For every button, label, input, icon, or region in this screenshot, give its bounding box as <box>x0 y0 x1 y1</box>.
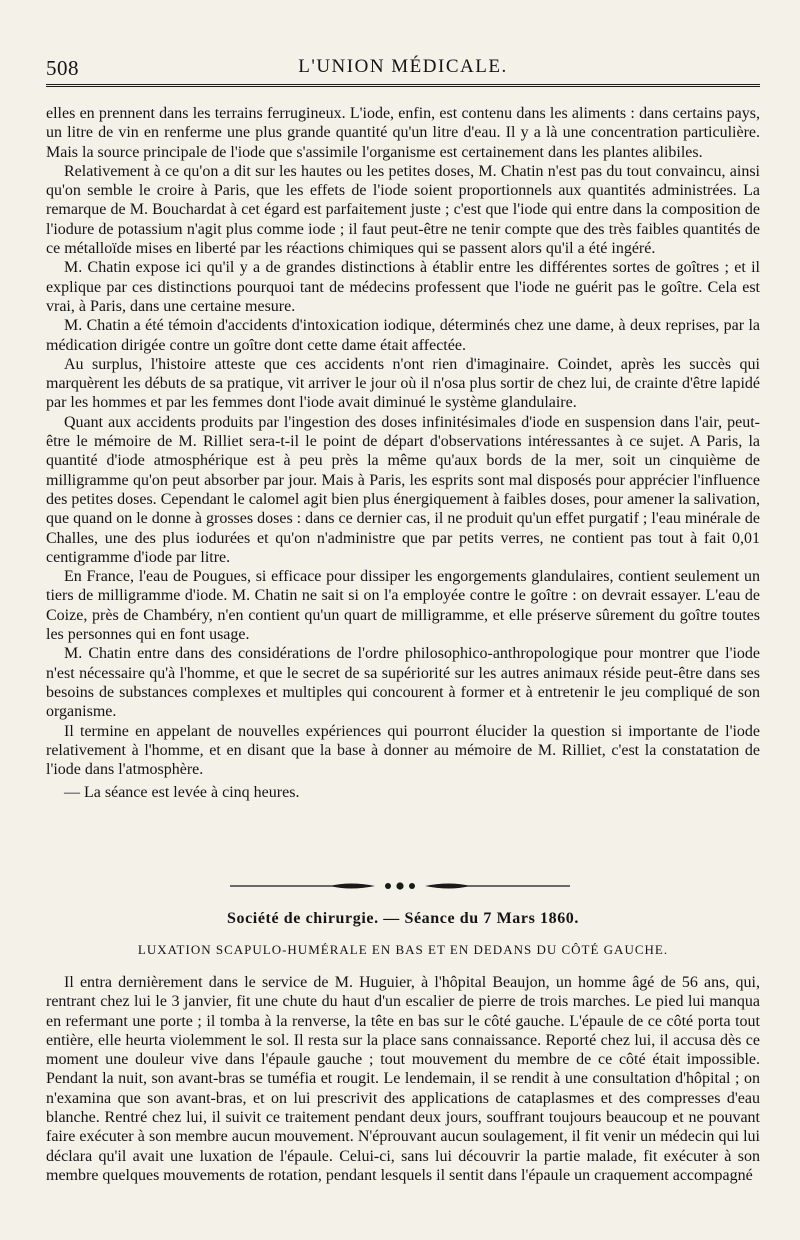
paragraph: Quant aux accidents produits par l'ingestion des doses infinitésimales d'iode en suspension dans l'air, peut-être le mémoire de M. Rilliet sera-t-il le point de départ d'observations intéressantes à ce sujet. A Paris, la quantité d'iode atmosphérique est à peu près la même qu'aux bords de la mer, soit un cinquième de milligramme qu'on peut absorber par jour. Mais à Paris, les esprits sont mal disposés pour apprécier l'influence des petites doses. Cependant le calomel agit bien plus énergiquement à faibles doses, pour amener la salivation, que quand on le donne à grosses doses : dans ce dernier cas, il ne produit qu'un effet purgatif ; l'eau minérale de Challes, une des plus iodurées et qu'on n'administre que par petits verres, ne contient pas tout à fait 0,01 centigramme d'iode par litre. <box>46 413 760 566</box>
page-header <box>46 56 760 87</box>
section-subtitle: LUXATION SCAPULO-HUMÉRALE EN BAS ET EN DEDANS DU CÔTÉ GAUCHE. <box>137 942 669 957</box>
article-body <box>46 104 760 803</box>
paragraph: M. Chatin expose ici qu'il y a de grandes distinctions à établir entre les différentes sortes de goîtres ; et il explique par ces distinctions pourquoi tant de médecins professent que l'iode ne guérit pas le goître. Cela est vrai, à Paris, dans une certaine mesure. <box>46 259 760 315</box>
paragraph: M. Chatin a été témoin d'accidents d'intoxication iodique, déterminés chez une dame, à deux reprises, par la médication dirigée contre un goître dont cette dame était affectée. <box>46 317 760 354</box>
seance-close: — La séance est levée à cinq heures. <box>64 784 300 802</box>
ornament-divider <box>230 880 570 892</box>
paragraph: Au surplus, l'histoire atteste que ces accidents n'ont rien d'imaginaire. Coindet, après les succès qui marquèrent les débuts de sa pratique, vit arriver le jour où il n'osa plus sortir de chez lui, de crainte d'être lapidé par les hommes et par les femmes dont l'iode avait diminué le système glandulaire. <box>46 355 760 412</box>
paragraph: Il entra dernièrement dans le service de M. Huguier, à l'hôpital Beaujon, un homme âgé de 56 ans, qui, rentrant chez lui le 3 janvier, fit une chute du haut d'un escalier de pierre de trois marches. Le pied lui manqua en refermant une porte ; il tomba à la renverse, la tête en bas sur le côté gauche. L'épaule de ce côté porta tout entière, elle heurta violemment le sol. Il resta sur la place sans connaissance. Reporté chez lui, il accusa dès ce moment une douleur vive dans l'épaule gauche ; tout mouvement du membre de ce côté était impossible. Pendant la nuit, son avant-bras se tuméfia et rougit. Le lendemain, il se rendit à une consultation d'hôpital ; on n'examina que son avant-bras, et on lui prescrivit des applications de cataplasmes et des compresses d'eau blanche. Rentré chez lui, il suivit ce traitement pendant deux jours, souffrant toujours beaucoup et ne pouvant faire exécuter à son membre aucun mouvement. N'éprouvant aucun soulagement, il fit venir un médecin qui lui déclara qu'il avait une luxation de l'épaule. Celui-ci, sans lui découvrir la partie malade, fit exécuter à son membre quelques mouvements de rotation, pendant lesquels il sentit dans l'épaule un craquement accompagné <box>46 974 760 1184</box>
paragraph: Il termine en appelant de nouvelles expériences qui pourront élucider la question si importante de l'iode relativement à l'homme, et en disant que la base à donner au mémoire de M. Rilliet, c'est la constatation de l'iode dans l'atmosphère. <box>46 722 760 779</box>
paragraph: En France, l'eau de Pougues, si efficace pour dissiper les engorgements glandulaires, contient seulement un tiers de milligramme d'iode. M. Chatin ne sait si on l'a employée contre le goître : on devrait essayer. L'eau de Coize, près de Chambéry, n'en contient qu'un quart de milligramme, et elle préserve sûrement du goître toutes les personnes qui en font usage. <box>46 568 760 644</box>
paragraph: elles en prennent dans les terrains ferrugineux. L'iode, enfin, est contenu dans les aliments : dans certains pays, un litre de vin en renferme une plus grande quantité qu'un litre d'eau. Il y a là une concentration particulière. Mais la source principale de l'iode que s'assimile l'organisme est certainement dans les plantes alibiles. <box>46 105 760 161</box>
section-title: Société de chirurgie. — Séance du 7 Mars 1860. <box>227 910 579 927</box>
paragraph: M. Chatin entre dans des considérations de l'ordre philosophico-anthropologique pour montrer que l'iode n'est nécessaire qu'à l'homme, et que le secret de sa supériorité sur les autres animaux réside peut-être dans ses besoins de substances complexes et multiples qui concourent à former et à entretenir le jeu compliqué de son organisme. <box>46 645 760 721</box>
case-report-body <box>46 973 760 1185</box>
paragraph: Relativement à ce qu'on a dit sur les hautes ou les petites doses, M. Chatin n'est pas du tout convaincu, ainsi qu'on semble le croire à Paris, que les effets de l'iode soient proportionnels aux quantités administrées. La remarque de M. Bouchardat à cet égard est parfaitement juste ; c'est que l'iode qui entre dans la composition de l'iodure de potassium n'agit plus comme iode ; il faut peut-être ne tenir compte que des très faibles quantités de ce métalloïde mises en liberté par les réactions chimiques qui se passent alors qu'il a été ingéré. <box>46 162 760 258</box>
page-number: 508 <box>46 56 79 80</box>
running-head: L'UNION MÉDICALE. <box>298 56 508 77</box>
